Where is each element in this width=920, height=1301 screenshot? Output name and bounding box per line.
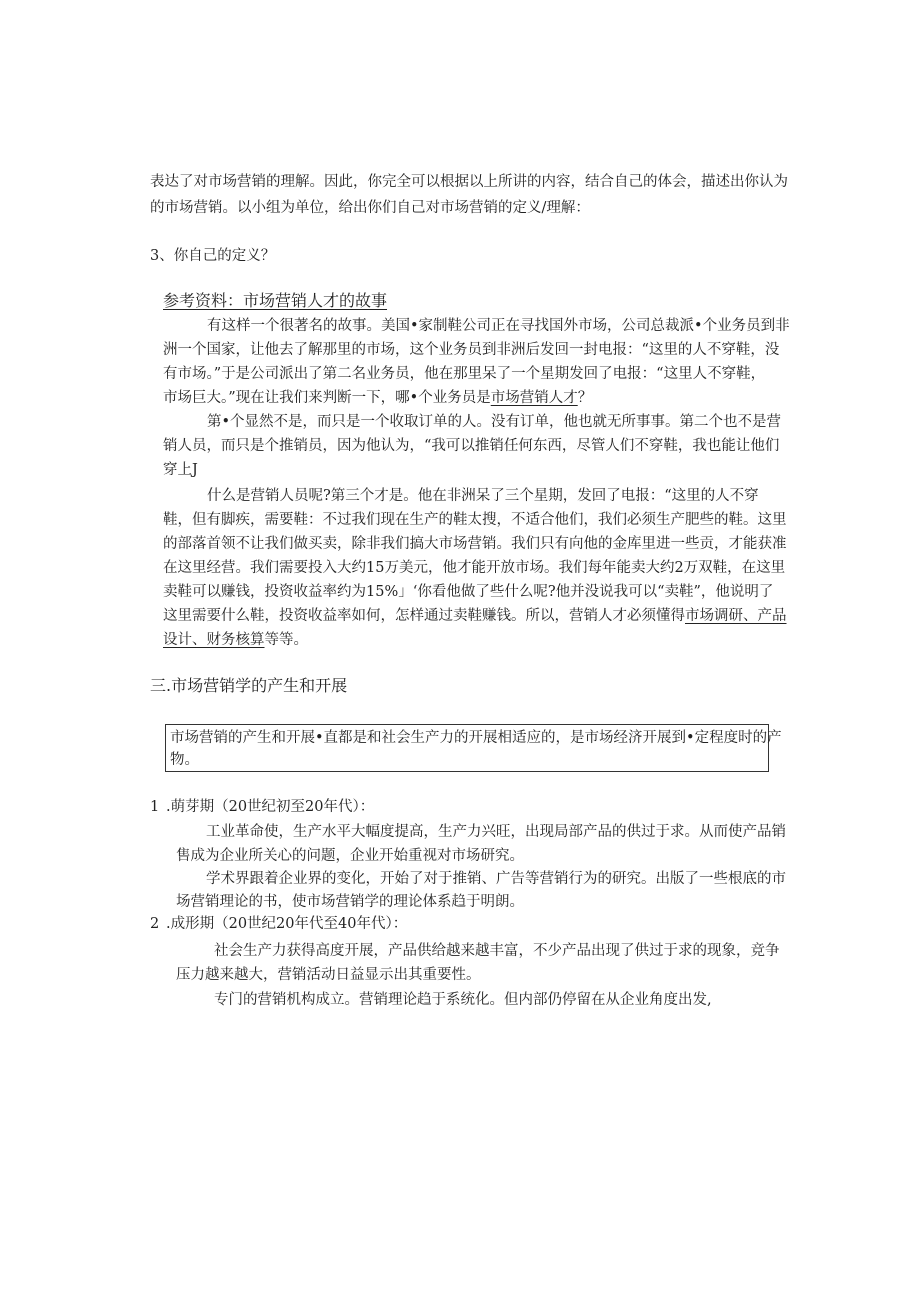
stage-1-line-1: 工业革命使，生产水平大幅度提高，生产力兴旺，出现局部产品的供过于求。从而使产品销 <box>206 824 786 840</box>
stage-1-line-3: 学术界跟着企业界的变化，开始了对于推销、广告等营销行为的研究。出版了一些根底的市 <box>206 871 786 887</box>
stage-2-number: 2 <box>150 916 160 932</box>
stage-2-title: .成形期（20世纪20年代至40年代）： <box>166 916 408 932</box>
intro-line-1: 表达了对市场营销的理解。因此，你完全可以根据以上所讲的内容，结合自己的体会，描述出你认为 <box>150 174 788 190</box>
stage-1-line-4: 场营销理论的书，使市场营销学的理论体系趋于明朗。 <box>176 894 524 910</box>
stage-2-line-2: 压力越来越大，营销活动日益显示出其重要性。 <box>176 967 481 983</box>
story-p3-line-7 <box>163 630 308 650</box>
story-p1-line-2: 洲一个国家，让他去了解那里的市场，这个业务员到非洲后发回一封电报：“这里的人不穿鞋，没 <box>163 342 780 358</box>
definition-box-line-2: 物。 <box>170 752 199 768</box>
story-p3-line-7-end: 等等。 <box>264 632 308 648</box>
design-finance-link: 设计、财务核算 <box>163 632 265 648</box>
story-p1-line-4-text: 市场巨大。”现在让我们来判断一下，哪•个业务员是 <box>163 390 491 406</box>
story-p1-line-4 <box>163 388 592 408</box>
stage-1-title: .萌芽期（20世纪初至20年代）： <box>166 799 375 815</box>
stage-1-number: 1 <box>150 799 160 815</box>
story-p1-line-4-end: ？ <box>577 390 593 406</box>
story-p3-line-1: 什么是营销人员呢?第三个才是。他在非洲呆了三个星期，发回了电报：“这里的人不穿 <box>207 488 759 504</box>
story-p3-line-6-text: 这里需要什么鞋，投资收益率如何，怎样通过卖鞋赚钱。所以，营销人才必须懂得 <box>163 608 685 624</box>
story-p2-line-2: 销人员，而只是个推销员，因为他认为，“我可以推销任何东西，尽管人们不穿鞋，我也能让他们 <box>163 438 780 454</box>
marketing-talent-link: 市场营销人才 <box>490 390 578 406</box>
intro-line-2: 的市场营销。以小组为单位，给出你们自己对市场营销的定义/理解： <box>150 200 590 216</box>
reference-title: 参考资料：市场营销人才的故事 <box>163 291 388 310</box>
story-p3-line-5: 卖鞋可以赚钱，投资收益率约为15%」‘你看他做了些什么呢?他并没说我可以“卖鞋”，他说明了 <box>163 584 774 600</box>
story-p3-line-2: 鞋，但有脚疾，需要鞋：不过我们现在生产的鞋太搜，不适合他们，我们必须生产肥些的鞋。这里 <box>163 512 787 528</box>
story-p3-line-4: 在这里经营。我们需要投入大约15万美元，他才能开放市场。我们每年能卖大约2万双鞋，在这里 <box>163 560 786 576</box>
stage-2-line-1: 社会生产力获得高度开展，产品供给越来越丰富，不少产品出现了供过于求的现象，竞争 <box>214 943 780 959</box>
story-p2-line-3: 穿上J <box>163 462 198 478</box>
story-p1-line-3: 有市场。”于是公司派出了第二名业务员，他在那里呆了一个星期发回了电报：“这里人不穿鞋， <box>163 366 766 382</box>
story-p1-line-1: 有这样一个很著名的故事。美国•家制鞋公司正在寻找国外市场，公司总裁派•个业务员到非 <box>207 318 790 334</box>
definition-box-line-1: 市场营销的产生和开展•直都是和社会生产力的开展相适应的，是市场经济开展到•定程度时的产 <box>170 730 782 746</box>
story-p3-line-3: 的部落首领不让我们做买卖，除非我们搞大市场营销。我们只有向他的金库里进一些贡，才能获准 <box>163 536 787 552</box>
story-p3-line-6 <box>163 606 787 626</box>
section-3-heading: 三.市场营销学的产生和开展 <box>150 676 348 695</box>
stage-1-line-2: 售成为企业所关心的问题，企业开始重视对市场研究。 <box>176 848 524 864</box>
market-research-link: 市场调研、产品 <box>685 608 787 624</box>
stage-2-line-3: 专门的营销机构成立。营销理论趋于系统化。但内部仍停留在从企业角度出发, <box>214 992 712 1008</box>
story-p2-line-1: 第•个显然不是，而只是一个收取订单的人。没有订单，他也就无所事事。第二个也不是营 <box>207 414 782 430</box>
question-3: 3、你自己的定义？ <box>150 248 276 264</box>
